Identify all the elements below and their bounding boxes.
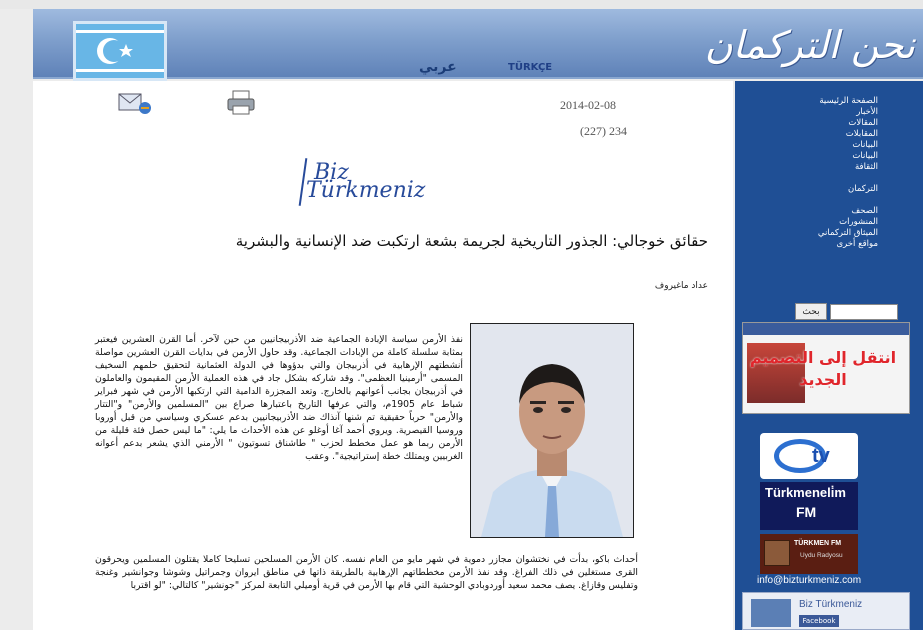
email-article-icon[interactable] <box>117 90 153 116</box>
article-paragraph-1: نفذ الأرمن سياسة الإبادة الجماعية ضد الأذربيجانيين من حين لآخر. أما القرن العشرين فيعتبر بمثابة سلسلة كاملة من الإبادات الجماعية. وقد حاول الأرمن في بدايات القرن العشرين مواصلة أنشطتهم الإرهابية في أذربيجان والتي بدؤوها في الدولة العثمانية لتحقيق حلمهم السخيف المسمى "أرمينيا العظمى". وقد شاركه بشكل جاد في هذه العملية الأرمن المقيمون والعاملون في أذربيجان بجانب أعوانهم بالخارج. وتعد المجزرة الدامية التي ارتكبها الأرمن في شهر فبراير شباط عام 1905م، والتي عرفها التاريخ باعتبارها صراع بين "المسلمين والأرمن" و"التتار والأرمن" حرباً حقيقية تم شنها آنذاك ضد الأذربيجانيين بدعم عسكري وسياسي من قبل أوروبا وروسيا القيصرية. ويروي أحمد آغا أوغلو عن هذه الأحداث ما يلي: "ما ليس حصل فئة قليلة من الأرمن ربما هو عمل مخطط لحزب " طاشناق تسوتيون " الأرمني الذي يشعر بدعم أعوانه الغربيين ويمتلك خطة إستراتيجية". وعقب <box>95 334 464 462</box>
tv-logo-link[interactable] <box>760 433 858 479</box>
nav-spacer <box>738 195 878 206</box>
contact-email-link[interactable]: info@bizturkmeniz.com <box>757 575 862 586</box>
nav-item-charter[interactable]: الميثاق التركماني <box>817 228 878 238</box>
nav-item-turkmen[interactable]: التركمان <box>848 184 878 194</box>
article-date: 2014-02-08 <box>560 98 616 112</box>
facebook-widget[interactable] <box>742 592 910 630</box>
radio-fm: FM <box>796 504 817 520</box>
facebook-page-name: Biz Türkmeniz <box>799 599 863 610</box>
lang-turkish-link[interactable]: TÜRKÇE <box>508 62 553 73</box>
search-button[interactable]: بحث <box>795 303 827 320</box>
lang-arabic-link[interactable]: عربي <box>419 59 457 75</box>
brand-line-2: Türkmeniz <box>306 178 426 203</box>
search-input[interactable] <box>830 304 898 320</box>
article-view-count: (227) 234 <box>580 124 627 138</box>
radio-icon <box>764 540 790 566</box>
author-photo <box>470 323 634 538</box>
facebook-like-button[interactable] <box>799 615 839 627</box>
nav-item-culture[interactable]: الثقافة <box>854 162 878 172</box>
nav-item-interviews[interactable]: المقابلات <box>845 129 878 139</box>
facebook-like-label: Facebook <box>802 617 836 625</box>
nav-item-articles[interactable]: المقالات <box>848 118 878 128</box>
turkmen-fm-link[interactable] <box>760 534 858 574</box>
site-header <box>33 9 923 79</box>
nav-item-newspapers[interactable]: الصحف <box>851 206 878 216</box>
browser-top-strip <box>0 0 923 9</box>
radio-name: Türkmeneli̇m <box>765 485 846 500</box>
nav-item-statements[interactable]: البيانات <box>852 140 878 150</box>
sidebar-nav <box>738 96 878 250</box>
article-author: عداد ماغيروف <box>654 281 708 291</box>
print-icon[interactable] <box>225 90 257 116</box>
banner-header-strip <box>743 323 910 335</box>
turkmeneli-fm-link[interactable] <box>760 482 858 530</box>
banner-text: انتقل إلى التصميم الجديد <box>749 348 897 389</box>
article-title: حقائق خوجالي: الجذور التاريخية لجريمة بشعة ارتكبت ضد الإنسانية والبشرية <box>235 232 708 250</box>
nav-item-other-sites[interactable]: مواقع أخرى <box>836 239 878 249</box>
turkmen-flag-logo[interactable] <box>73 21 167 81</box>
tv-brand-text: tv <box>812 445 830 467</box>
radio2-sub: Uydu Radyosu <box>800 552 843 559</box>
radio2-name: TÜRKMEN FM <box>794 540 842 547</box>
crescent-star-icon <box>76 24 164 78</box>
facebook-avatar <box>751 599 791 627</box>
site-logo-text[interactable]: نحن التركمان <box>704 23 915 67</box>
article-paragraph-2: أحداث باكو، بدأت في نختشوان مجازر دموية في شهر مايو من العام نفسه. كان الأرمن المسلحين تسليحا كاملا يقتلون المسلمين ويحرقون القرى مستغلين في ذلك الفراغ. وقد نفذ الأرمن مخططاتهم الإرهابية بالطريقة ذاتها في مناطق ايروان وجمراتيل وشوشا وجوانشير وغنجة وتفليس وقازاغ. يصف محمد سعيد أوردوبادي الوحشية التي قام بها الأرمن في قرية أوميلي التابعة لمركز "جونشير" كالتالي: "لو اقتربا <box>95 554 638 591</box>
nav-item-publications[interactable]: المنشورات <box>839 217 878 227</box>
nav-item-news[interactable]: الأخبار <box>856 107 878 117</box>
nav-item-home[interactable]: الصفحة الرئيسية <box>819 96 878 106</box>
brand-line-1: Biz <box>314 160 349 185</box>
nav-item-statements-2[interactable]: البيانات <box>852 151 878 161</box>
nav-spacer <box>738 173 878 184</box>
new-design-banner[interactable] <box>742 322 910 414</box>
